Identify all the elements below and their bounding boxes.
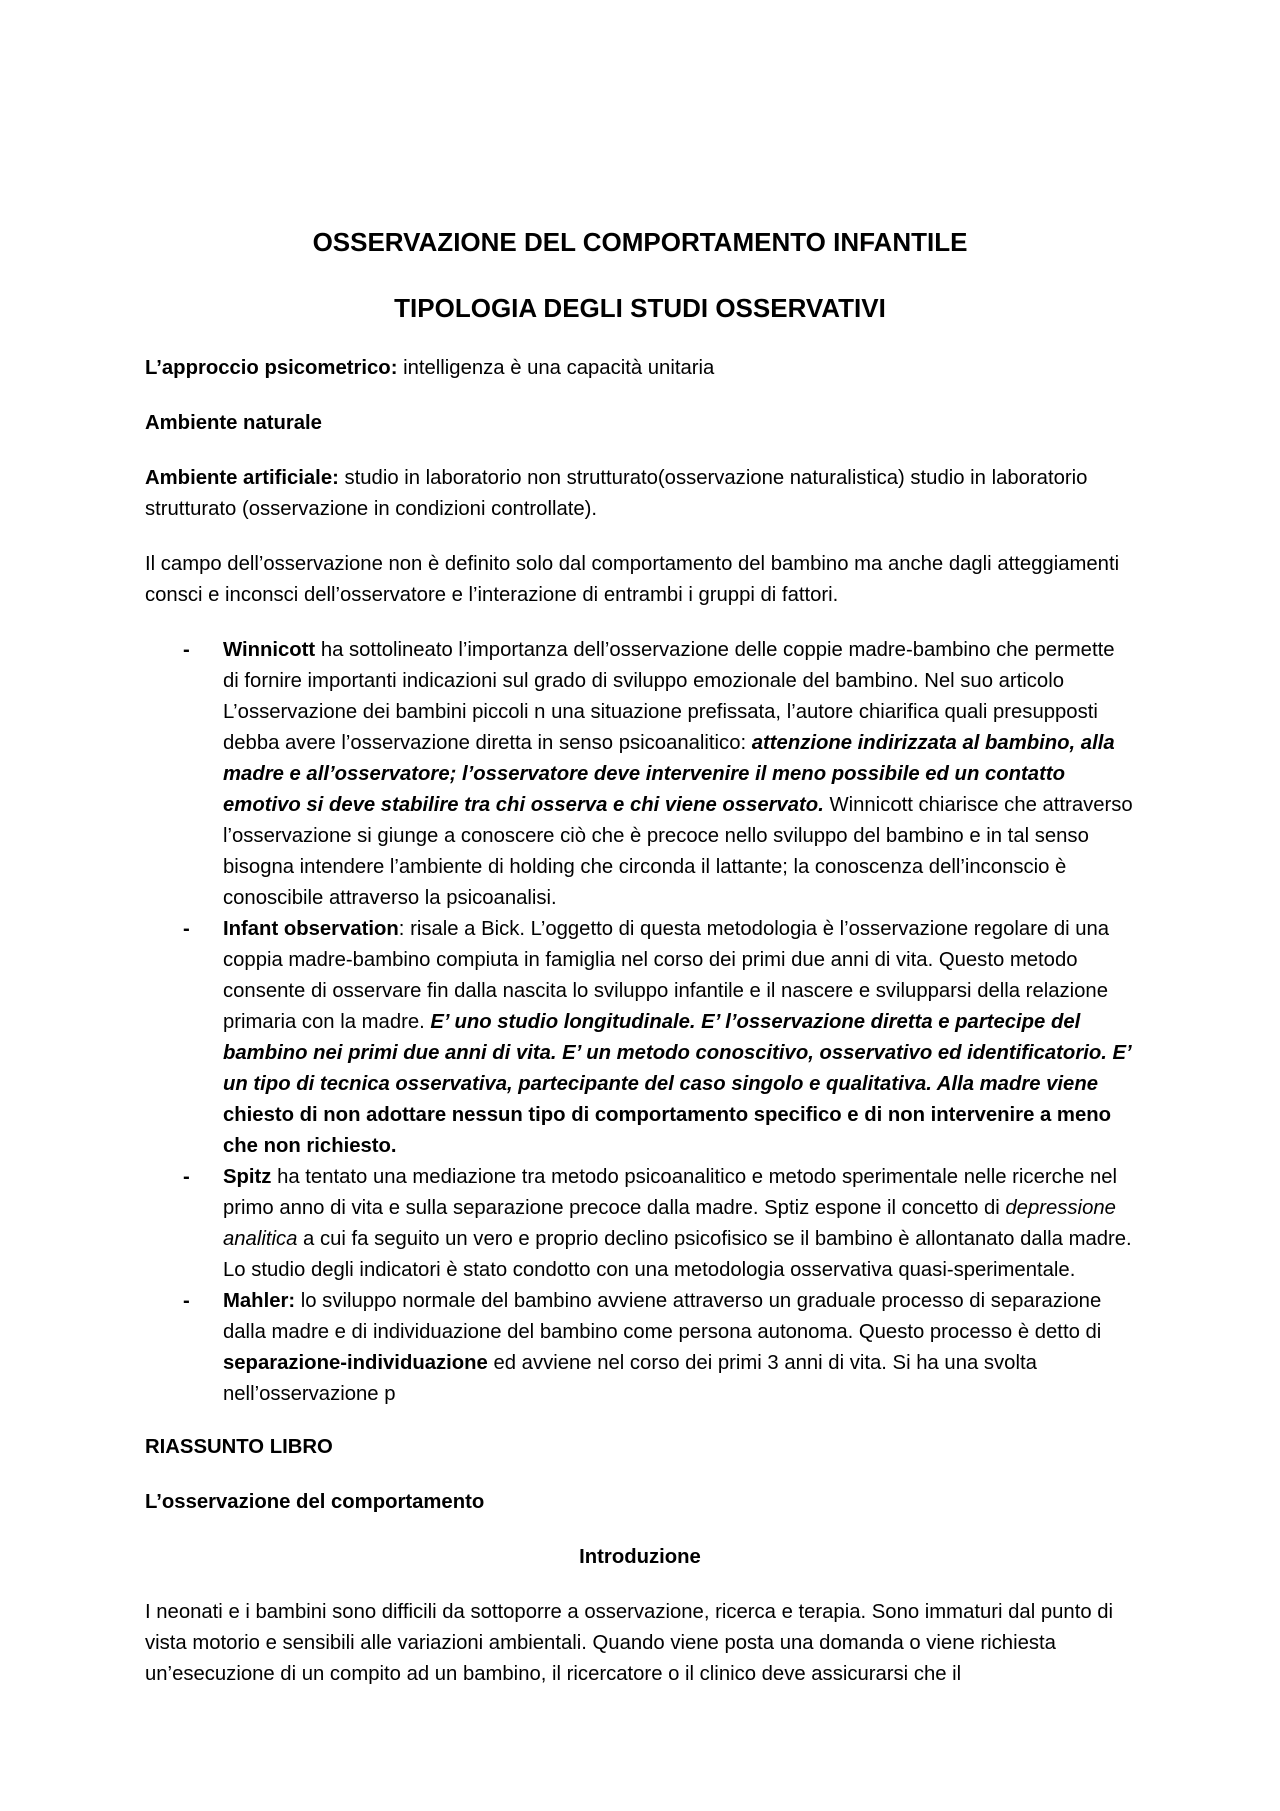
paragraph-psicometrico: [145, 353, 1135, 384]
heading-riassunto: RIASSUNTO LIBRO: [145, 1436, 333, 1458]
text-spitz-italic: depressione analitica: [223, 1197, 1116, 1250]
paragraph-artificiale: [145, 463, 1135, 525]
term-naturale: Ambiente naturale: [145, 412, 322, 434]
text-mahler-1: lo sviluppo normale del bambino avviene attraverso un graduale processo di separazione dalla madre e di individuazione del bambino come persona autonoma. Questo processo è detto di: [223, 1290, 1102, 1343]
text-mahler-bold: separazione-individuazione: [223, 1352, 488, 1374]
text-winnicott-2: Winnicott chiarisce che attraverso l’osservazione si giunge a conoscere ciò che è precoce nello sviluppo del bambino e in tal senso bisogna intendere l’ambiente di holding che circonda il lattante; la conoscenza dell’inconscio è conoscibile attraverso la psicoanalisi.: [223, 794, 1133, 909]
paragraph-naturale: [145, 408, 1135, 439]
heading-introduzione: Introduzione: [579, 1546, 701, 1568]
text-infant-1: : risale a Bick. L’oggetto di questa metodologia è l’osservazione regolare di una coppia madre-bambino compiuta in famiglia nel corso dei primi due anni di vita. Questo metodo consente di osservare fin dalla nascita lo sviluppo infantile e il nascere e svilupparsi della relazione primaria con la madre.: [223, 918, 1110, 1033]
term-mahler: Mahler:: [223, 1290, 296, 1312]
text-winnicott-emphasis: attenzione indirizzata al bambino, alla madre e all’osservatore; l’osservatore deve intervenire il meno possibile ed un contatto emotivo si deve stabilire tra chi osserva e chi viene osservato.: [223, 732, 1115, 816]
list-item-winnicott: [183, 635, 1135, 914]
text-psicometrico: intelligenza è una capacità unitaria: [397, 357, 715, 379]
list-item-infant-observation: [183, 914, 1135, 1162]
text-infant-bold: chiesto di non adottare nessun tipo di comportamento specifico e di non intervenire a meno che non richiesto.: [223, 1104, 1111, 1157]
text-mahler-2: ed avviene nel corso dei primi 3 anni di vita. Si ha una svolta nell’osservazione p: [223, 1352, 1037, 1405]
authors-list: [145, 635, 1135, 1410]
list-bullet: -: [183, 1290, 190, 1312]
paragraph-introduzione: I neonati e i bambini sono difficili da sottoporre a osservazione, ricerca e terapia. Sono immaturi dal punto di vista motorio e sensibili alle variazioni ambientali. Quando viene posta una domanda o viene richiesta un’esecuzione di un compito ad un bambino, il ricercatore o il clinico deve assicurarsi che il: [145, 1601, 1114, 1685]
document-subtitle: TIPOLOGIA DEGLI STUDI OSSERVATIVI: [394, 293, 886, 323]
list-bullet: -: [183, 918, 190, 940]
text-infant-emphasis: E’ uno studio longitudinale. E’ l’osservazione diretta e partecipe del bambino nei primi due anni di vita. E’ un metodo conoscitivo, osservativo ed identificatorio. E’ un tipo di tecnica osservativa, partecipante del caso singolo e qualitativa. Alla madre viene: [223, 1011, 1131, 1095]
text-spitz-1: ha tentato una mediazione tra metodo psicoanalitico e metodo sperimentale nelle ricerche nel primo anno di vita e sulla separazione precoce dalla madre. Sptiz espone il concetto di: [223, 1166, 1118, 1219]
term-spitz: Spitz: [223, 1166, 272, 1188]
list-item-spitz: [183, 1162, 1135, 1286]
paragraph-campo: Il campo dell’osservazione non è definito solo dal comportamento del bambino ma anche dagli atteggiamenti consci e inconsci dell’osservatore e l’interazione di entrambi i gruppi di fattori.: [145, 553, 1120, 606]
term-psicometrico: L’approccio psicometrico:: [145, 357, 398, 379]
list-bullet: -: [183, 1166, 190, 1188]
document-title: OSSERVAZIONE DEL COMPORTAMENTO INFANTILE: [312, 227, 968, 257]
list-bullet: -: [183, 639, 190, 661]
term-winnicott: Winnicott: [223, 639, 316, 661]
text-spitz-2: a cui fa seguito un vero e proprio declino psicofisico se il bambino è allontanato dalla madre. Lo studio degli indicatori è stato condotto con una metodologia osservativa quasi-sperimentale.: [223, 1228, 1132, 1281]
text-artificiale: studio in laboratorio non strutturato(osservazione naturalistica) studio in laboratorio strutturato (osservazione in condizioni controllate).: [145, 467, 1088, 520]
list-item-mahler: [183, 1286, 1135, 1410]
text-winnicott-1: ha sottolineato l’importanza dell’osservazione delle coppie madre-bambino che permette di fornire importanti indicazioni sul grado di sviluppo emozionale del bambino. Nel suo articolo L’osservazione dei bambini piccoli n una situazione prefissata, l’autore chiarifica quali presupposti debba avere l’osservazione diretta in senso psicoanalitico:: [223, 639, 1115, 754]
term-infant-observation: Infant observation: [223, 918, 399, 940]
heading-osservazione: L’osservazione del comportamento: [145, 1491, 485, 1513]
term-artificiale: Ambiente artificiale:: [145, 467, 339, 489]
